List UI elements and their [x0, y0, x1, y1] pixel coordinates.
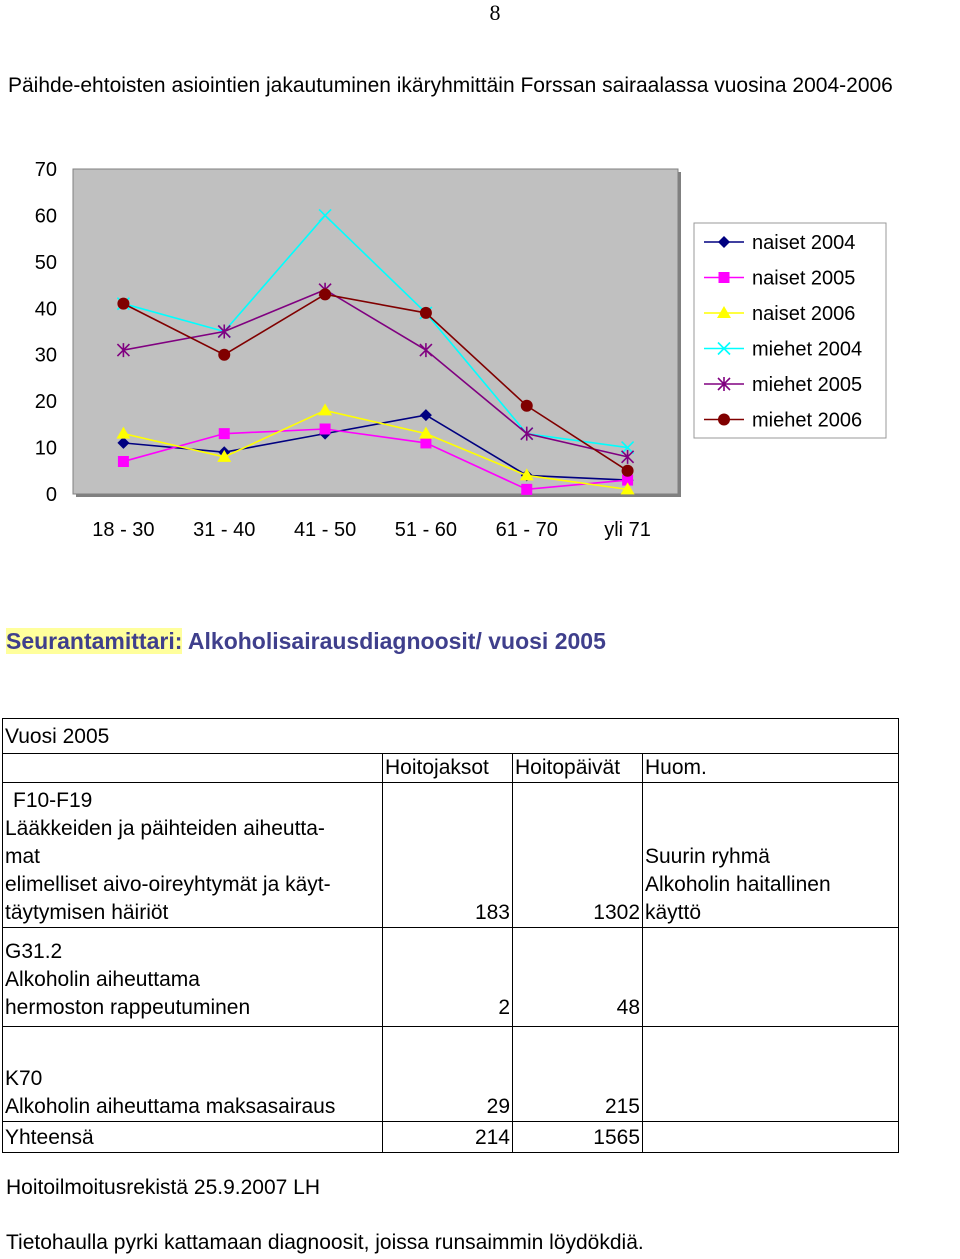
x-tick-label: yli 71: [604, 519, 651, 541]
document-title: Päihde-ehtoisten asiointien jakautuminen ikäryhmittäin Forssan sairaalassa vuosina 2004-2006: [8, 74, 893, 97]
legend: [694, 223, 886, 438]
header-hoitojaksot: Hoitojaksot: [383, 754, 513, 783]
table-row: [3, 928, 899, 1027]
y-tick-label: 10: [34, 437, 57, 460]
cell-hoitojaksot: 29: [383, 1027, 513, 1122]
section-label: Seurantamittari:: [6, 628, 183, 654]
y-tick-label: 60: [34, 205, 57, 228]
line-chart: [0, 150, 960, 570]
data-point: [118, 456, 129, 467]
page-number: 8: [489, 0, 501, 25]
legend-label: naiset 2006: [752, 303, 856, 325]
legend-label: miehet 2004: [752, 338, 863, 361]
footer-note: Tietohaulla pyrki kattamaan diagnoosit, joissa runsaimmin löydökdiä.: [6, 1231, 644, 1254]
legend-label: naiset 2004: [752, 232, 856, 254]
data-point: [521, 484, 532, 495]
header-huom: Huom.: [643, 754, 899, 783]
legend-label: naiset 2005: [752, 267, 856, 290]
data-point: [420, 437, 431, 448]
total-hoitojaksot: 214: [383, 1122, 513, 1153]
data-point: [521, 400, 533, 412]
data-point: [622, 465, 634, 477]
cell-hoitopaivat: 215: [513, 1027, 643, 1122]
header-hoitopaivat: Hoitopäivät: [513, 754, 643, 783]
x-tick-label: 51 - 60: [394, 519, 458, 541]
data-point: [219, 428, 230, 439]
legend-label: miehet 2005: [752, 374, 863, 396]
total-label: Yhteensä: [3, 1122, 383, 1153]
diagnosis-table: [2, 718, 899, 1153]
data-point: [320, 424, 331, 435]
footer-source: Hoitoilmoitusrekistä 25.9.2007 LH: [6, 1176, 320, 1199]
x-tick-label: 31 - 40: [193, 519, 256, 541]
row-label: K70 Alkoholin aiheuttama maksasairaus: [3, 1027, 383, 1122]
total-hoitopaivat: 1565: [513, 1122, 643, 1153]
y-tick-label: 20: [34, 391, 57, 414]
y-tick-label: 70: [34, 159, 57, 181]
data-point: [218, 349, 230, 361]
row-label: F10-F19 Lääkkeiden ja päihteiden aiheutta- mat elimelliset aivo-oireyhtymät ja käyt- täytymisen häiriöt: [3, 783, 383, 928]
table-row: [3, 783, 899, 928]
x-tick-label: 18 - 30: [92, 519, 155, 541]
cell-hoitojaksot: 183: [383, 783, 513, 928]
x-tick-label: 41 - 50: [293, 519, 357, 541]
y-tick-label: 50: [34, 251, 57, 274]
y-tick-label: 30: [34, 344, 57, 367]
cell-hoitopaivat: 48: [513, 928, 643, 1027]
y-tick-label: 40: [34, 298, 57, 321]
table-title: Vuosi 2005: [3, 719, 899, 754]
cell-hoitopaivat: 1302: [513, 783, 643, 928]
cell-huom: Suurin ryhmä Alkoholin haitallinen käyttö: [643, 783, 899, 928]
section-heading: [6, 628, 606, 655]
section-title: Alkoholisairausdiagnoosit/ vuosi 2005: [187, 628, 606, 654]
cell-hoitojaksot: 2: [383, 928, 513, 1027]
data-point: [719, 272, 730, 283]
data-point: [420, 307, 432, 319]
x-tick-label: 61 - 70: [495, 519, 558, 541]
table-row-total: [3, 1122, 899, 1153]
y-tick-label: 0: [45, 484, 57, 506]
data-point: [117, 298, 129, 310]
legend-label: miehet 2006: [752, 409, 863, 432]
row-label: G31.2 Alkoholin aiheuttama hermoston rappeutuminen: [3, 928, 383, 1027]
data-point: [319, 288, 331, 300]
table-row: [3, 1027, 899, 1122]
data-point: [718, 414, 730, 426]
